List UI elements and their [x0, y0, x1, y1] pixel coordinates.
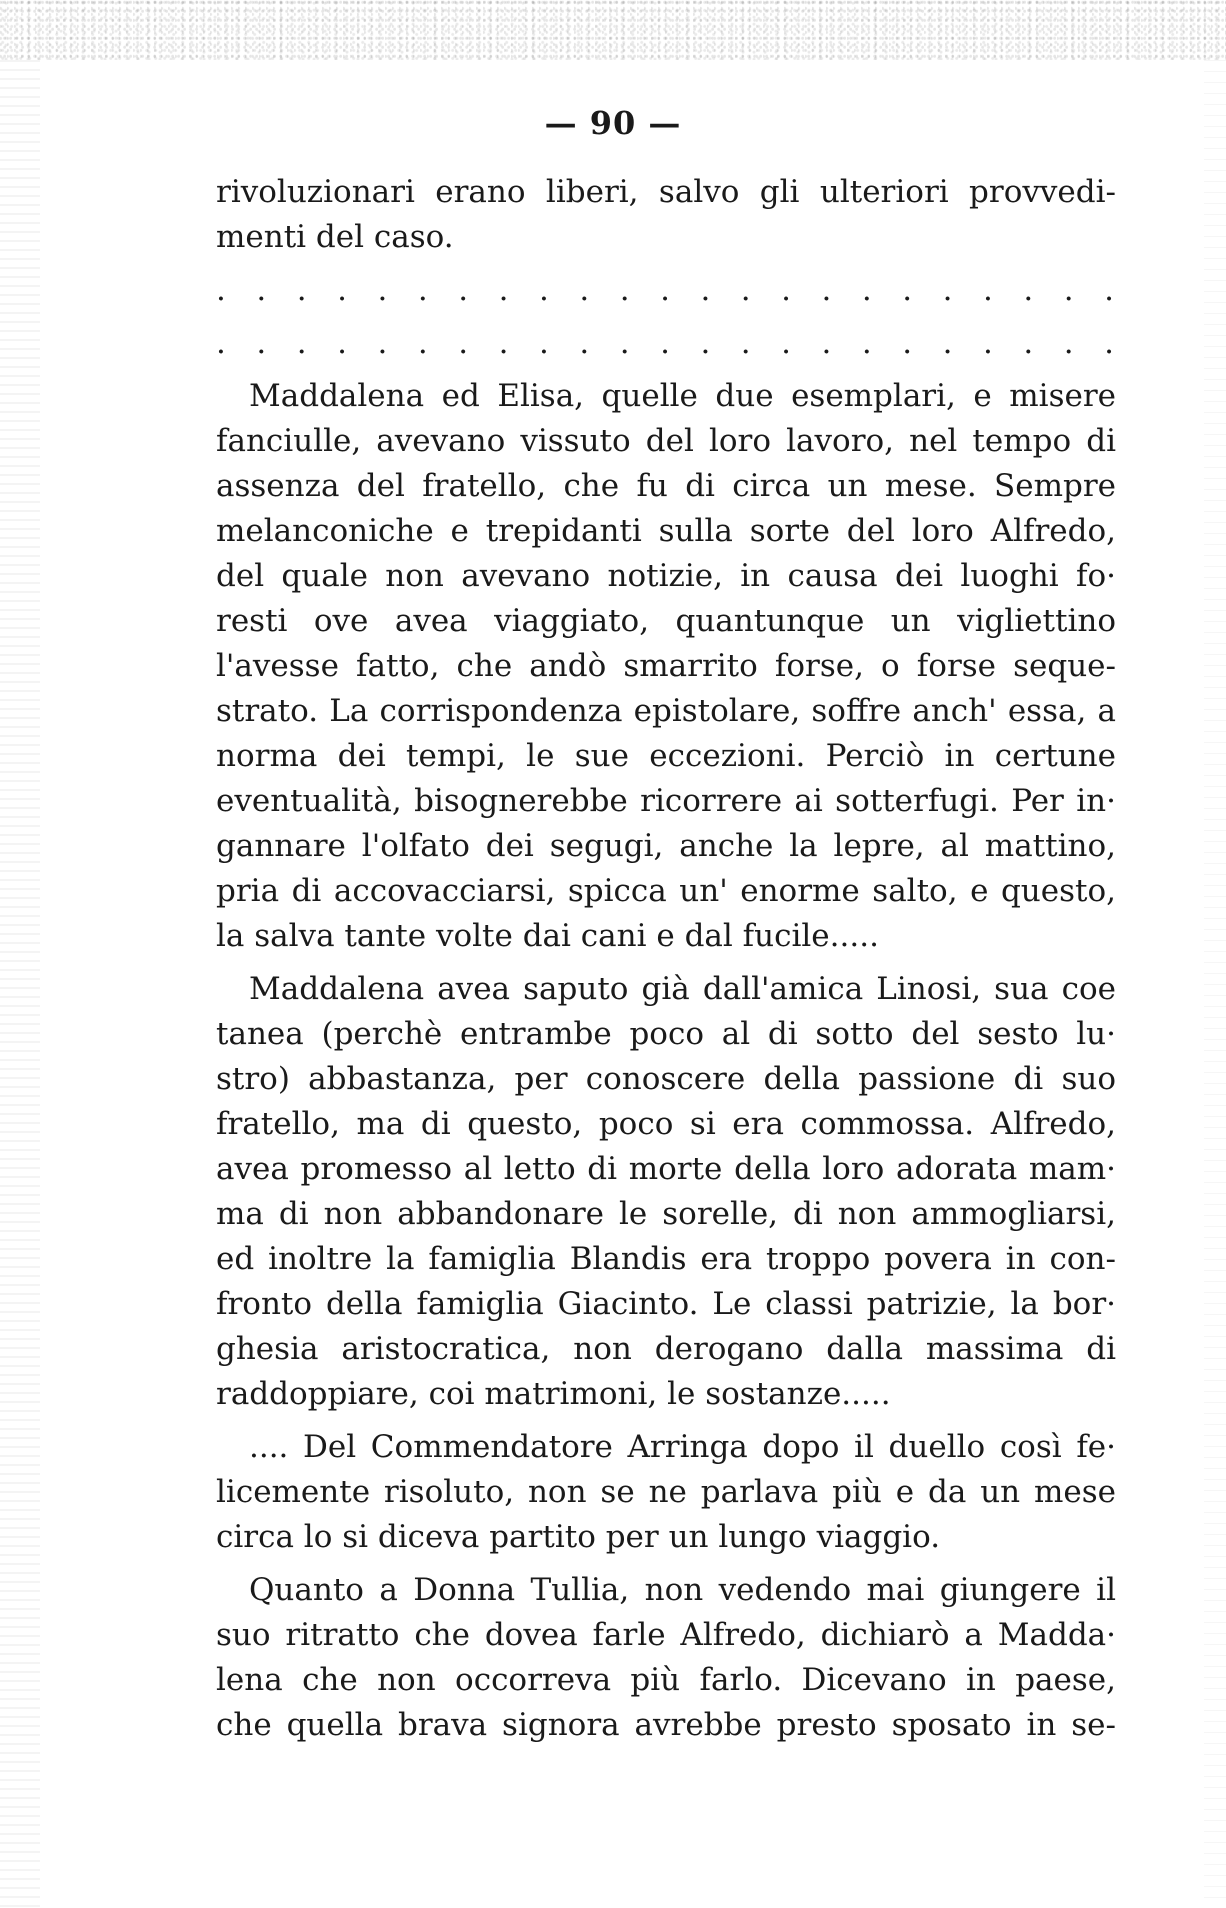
text-line: ed inoltre la famiglia Blandis era troppo povera in con- [216, 1241, 1116, 1277]
text-line: fratello, ma di questo, poco si era commossa. Alfredo, [216, 1106, 1116, 1142]
page-number: — 90 — [544, 104, 682, 142]
dots-row: . . . . . . . . . . . . . . . . . . . . . . . [216, 272, 1116, 308]
text-line: la salva tante volte dai cani e dal fucile..... [216, 918, 879, 954]
text-line: menti del caso. [216, 219, 454, 255]
text-line: circa lo si diceva partito per un lungo viaggio. [216, 1519, 941, 1555]
dots-row: . . . . . . . . . . . . . . . . . . . . . . . [216, 325, 1116, 361]
text-line: gannare l'olfato dei segugi, anche la lepre, al mattino, [216, 828, 1116, 864]
paragraph [216, 1568, 1116, 1748]
text-line: assenza del fratello, che fu di circa un mese. Sempre [216, 468, 1116, 504]
text-line: Maddalena ed Elisa, quelle due esemplari, e misere [249, 378, 1116, 414]
text-line: .... Del Commendatore Arringa dopo il duello così fe· [249, 1429, 1116, 1465]
scan-noise-top [0, 0, 1226, 60]
text-line: del quale non avevano notizie, in causa dei luoghi fo· [216, 558, 1116, 594]
text-line: ma di non abbandonare le sorelle, di non ammogliarsi, [216, 1196, 1116, 1232]
text-line: che quella brava signora avrebbe presto sposato in se- [216, 1707, 1116, 1743]
text-line: Maddalena avea saputo già dall'amica Linosi, sua coe [249, 971, 1116, 1007]
paragraph [216, 374, 1116, 959]
text-line: raddoppiare, coi matrimoni, le sostanze..... [216, 1376, 891, 1412]
paragraph [216, 170, 1116, 260]
text-line: licemente risoluto, non se ne parlava più e da un mese [216, 1474, 1116, 1510]
paragraph [216, 967, 1116, 1417]
text-line: Quanto a Donna Tullia, non vedendo mai giungere il [249, 1572, 1116, 1608]
text-line: fanciulle, avevano vissuto del loro lavoro, nel tempo di [216, 423, 1116, 459]
text-line: strato. La corrispondenza epistolare, soffre anch' essa, a [216, 693, 1116, 729]
text-line: lena che non occorreva più farlo. Dicevano in paese, [216, 1662, 1116, 1698]
body-text [216, 170, 1116, 1748]
paragraph [216, 1425, 1116, 1560]
text-line: norma dei tempi, le sue eccezioni. Perciò in certune [216, 738, 1116, 774]
text-line: resti ove avea viaggiato, quantunque un vigliettino [216, 603, 1116, 639]
text-line: pria di accovacciarsi, spicca un' enorme salto, e questo, [216, 873, 1116, 909]
text-line: tanea (perchè entrambe poco al di sotto del sesto lu· [216, 1016, 1116, 1052]
section-break [216, 268, 1116, 366]
text-line: ghesia aristocratica, non derogano dalla massima di [216, 1331, 1116, 1367]
text-line: melanconiche e trepidanti sulla sorte del loro Alfredo, [216, 513, 1116, 549]
scan-noise-left [0, 60, 40, 1908]
text-line: suo ritratto che dovea farle Alfredo, dichiarò a Madda· [216, 1617, 1116, 1653]
text-line: rivoluzionari erano liberi, salvo gli ulteriori provvedi- [216, 174, 1116, 210]
text-line: avea promesso al letto di morte della loro adorata mam· [216, 1151, 1116, 1187]
scan-noise-right [1204, 60, 1226, 1908]
text-line: stro) abbastanza, per conoscere della passione di suo [216, 1061, 1116, 1097]
text-line: eventualità, bisognerebbe ricorrere ai sotterfugi. Per in· [216, 783, 1116, 819]
text-line: fronto della famiglia Giacinto. Le classi patrizie, la bor· [216, 1286, 1116, 1322]
text-line: l'avesse fatto, che andò smarrito forse, o forse seque- [216, 648, 1116, 684]
